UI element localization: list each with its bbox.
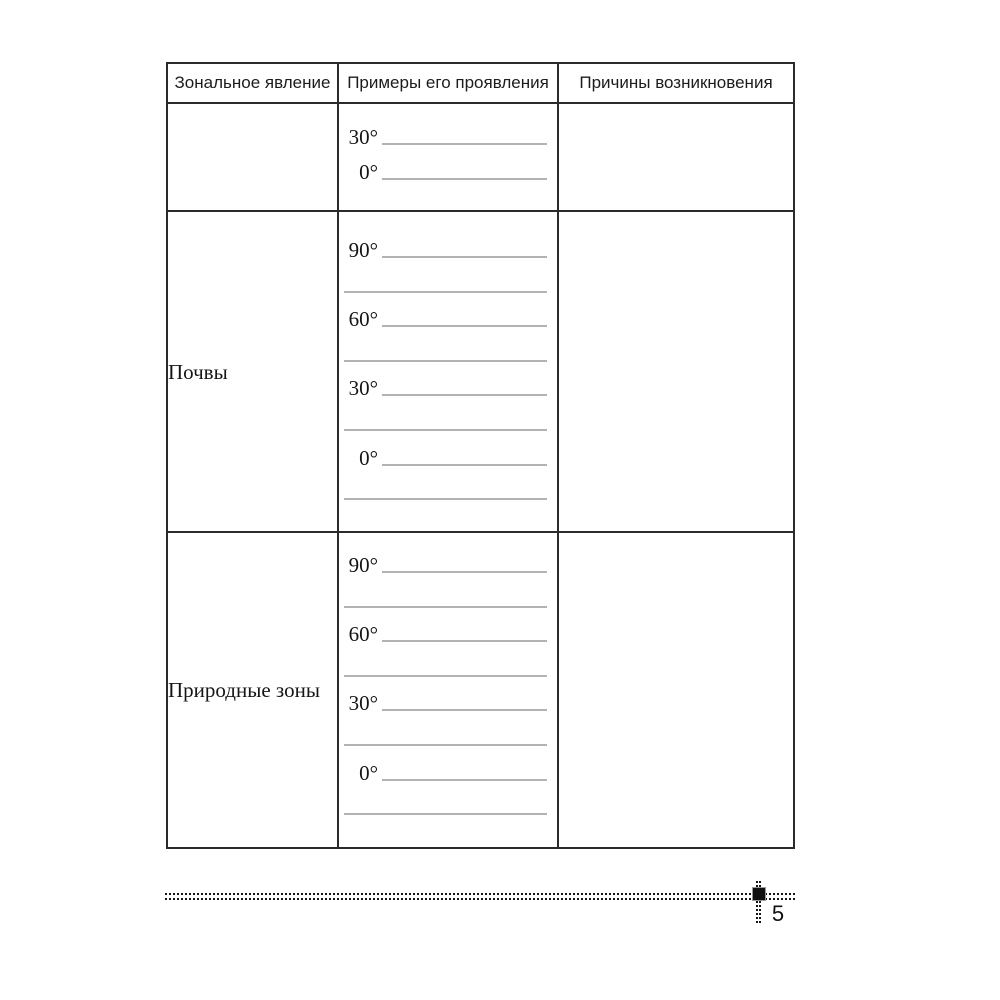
- continuation-line-row: [339, 573, 547, 608]
- answer-line[interactable]: [344, 291, 547, 293]
- phenomenon-cell-empty: [167, 103, 338, 211]
- answer-line[interactable]: [382, 325, 547, 327]
- continuation-line-row: [339, 711, 547, 746]
- worksheet-table: [166, 62, 795, 849]
- degree-label: 90°: [348, 552, 378, 577]
- answer-line[interactable]: [344, 606, 547, 608]
- continuation-line-row: [339, 327, 547, 362]
- continuation-line-row: [339, 781, 547, 816]
- continuation-line-row: [339, 396, 547, 431]
- continuation-line-row: [339, 642, 547, 677]
- column-header-causes: Причины возникновения: [558, 63, 794, 103]
- degree-label: 0°: [359, 760, 378, 785]
- answer-line[interactable]: [382, 709, 547, 711]
- answer-line[interactable]: [344, 360, 547, 362]
- footer-dotted-rule: [165, 893, 795, 900]
- answer-line[interactable]: [382, 143, 547, 145]
- degree-label: 0°: [359, 160, 378, 184]
- answer-line[interactable]: [344, 675, 547, 677]
- degree-line-row: [339, 110, 547, 149]
- degree-label: 30°: [348, 125, 378, 149]
- degree-line-row: [339, 677, 547, 716]
- degree-line-row: [339, 431, 547, 470]
- column-header-examples: Примеры его проявления: [338, 63, 558, 103]
- causes-cell-empty: [558, 532, 794, 848]
- degree-line-row: [339, 145, 547, 184]
- answer-line[interactable]: [344, 813, 547, 815]
- degree-label: 30°: [348, 376, 378, 401]
- table-header-row: [167, 63, 794, 103]
- answer-line[interactable]: [382, 394, 547, 396]
- page-number: 5: [771, 901, 785, 926]
- continuation-line-row: [339, 258, 547, 293]
- examples-cell: [338, 532, 558, 848]
- causes-cell-empty: [558, 103, 794, 211]
- examples-cell: [338, 211, 558, 532]
- phenomenon-cell: Природные зоны: [167, 532, 338, 848]
- degree-label: 90°: [348, 237, 378, 262]
- answer-line[interactable]: [382, 571, 547, 573]
- table-row: [167, 211, 794, 532]
- answer-line[interactable]: [382, 256, 547, 258]
- table-row: [167, 103, 794, 211]
- footer-ornament-square-icon: [752, 887, 766, 901]
- answer-line[interactable]: [344, 498, 547, 500]
- degree-label: 0°: [359, 445, 378, 470]
- degree-line-row: [339, 538, 547, 577]
- degree-line-row: [339, 293, 547, 332]
- answer-line[interactable]: [382, 640, 547, 642]
- degree-line-row: [339, 223, 547, 262]
- answer-line[interactable]: [344, 744, 547, 746]
- degree-line-row: [339, 746, 547, 785]
- answer-line[interactable]: [382, 779, 547, 781]
- causes-cell-empty: [558, 211, 794, 532]
- examples-cell: [338, 103, 558, 211]
- degree-label: 30°: [348, 691, 378, 716]
- phenomenon-cell: Почвы: [167, 211, 338, 532]
- continuation-line-row: [339, 466, 547, 501]
- answer-line[interactable]: [344, 429, 547, 431]
- answer-line[interactable]: [382, 464, 547, 466]
- degree-line-row: [339, 608, 547, 647]
- degree-line-row: [339, 362, 547, 401]
- degree-label: 60°: [348, 622, 378, 647]
- table-row: [167, 532, 794, 848]
- column-header-phenomenon: Зональное явление: [167, 63, 338, 103]
- degree-label: 60°: [348, 307, 378, 332]
- answer-line[interactable]: [382, 178, 547, 180]
